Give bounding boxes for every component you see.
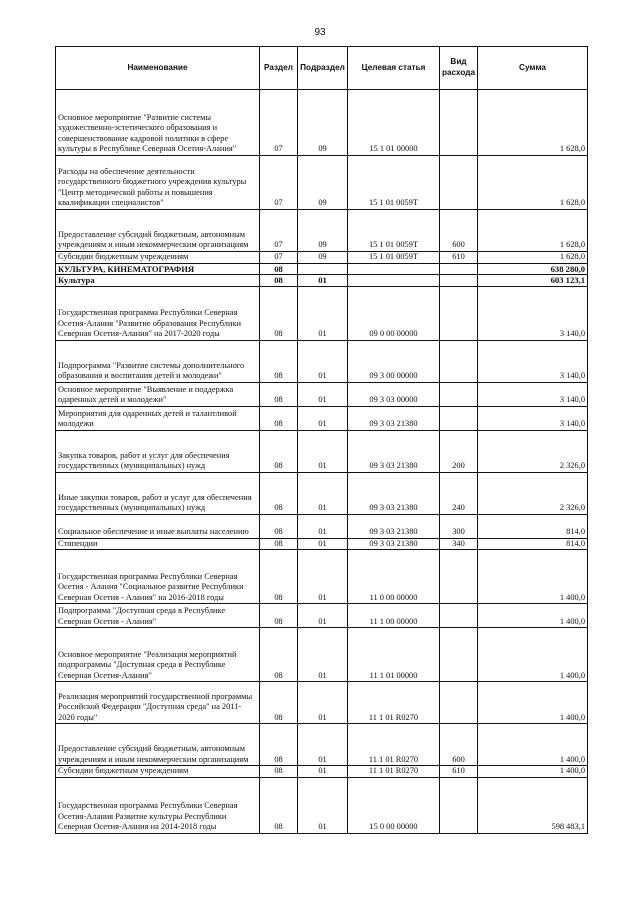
row-razdel: 08 — [260, 275, 298, 287]
row-target-article: 15 1 01 0059Т — [348, 210, 440, 252]
table-row — [56, 724, 588, 766]
row-expense-type — [440, 604, 478, 628]
row-razdel: 08 — [260, 472, 298, 514]
table-row — [56, 90, 588, 156]
row-name: Подпрограмма "Доступная среда в Республике Северная Осетия - Алания" — [56, 604, 260, 628]
table-row — [56, 430, 588, 472]
row-razdel: 08 — [260, 682, 298, 724]
row-name: Иные закупки товаров, работ и услуг для обеспечения государственных (муниципальных) нужд — [56, 472, 260, 514]
row-podrazdel: 09 — [298, 252, 348, 264]
row-podrazdel: 01 — [298, 682, 348, 724]
row-target-article: 11 1 00 00000 — [348, 604, 440, 628]
table-header-row — [56, 47, 588, 90]
row-sum: 1 628,0 — [478, 90, 588, 156]
row-sum: 1 400,0 — [478, 604, 588, 628]
row-target-article: 15 0 00 00000 — [348, 777, 440, 833]
header-razdel: Раздел — [260, 47, 298, 90]
row-name: Субсидии бюджетным учреждениям — [56, 766, 260, 778]
row-target-article: 11 1 01 00000 — [348, 628, 440, 682]
row-sum: 1 400,0 — [478, 682, 588, 724]
table-row — [56, 340, 588, 382]
row-razdel: 08 — [260, 430, 298, 472]
row-podrazdel: 01 — [298, 550, 348, 604]
row-podrazdel: 01 — [298, 406, 348, 430]
row-expense-type — [440, 263, 478, 275]
row-podrazdel: 01 — [298, 724, 348, 766]
row-razdel: 08 — [260, 263, 298, 275]
table-row — [56, 286, 588, 340]
table-row — [56, 628, 588, 682]
row-name: Закупка товаров, работ и услуг для обеспечения государственных (муниципальных) нужд — [56, 430, 260, 472]
row-name: Реализация мероприятий государственной программы Российской Федерации "Доступная среда" на 2011-2020 годы" — [56, 682, 260, 724]
row-expense-type — [440, 340, 478, 382]
row-expense-type: 600 — [440, 724, 478, 766]
row-sum: 2 326,0 — [478, 430, 588, 472]
table-row — [56, 538, 588, 550]
table-row — [56, 604, 588, 628]
page-number: 93 — [314, 27, 326, 38]
row-expense-type — [440, 682, 478, 724]
row-razdel: 08 — [260, 514, 298, 538]
row-name: Подпрограмма "Развитие системы дополнительного образования и воспитания детей и молодежи" — [56, 340, 260, 382]
row-target-article — [348, 263, 440, 275]
row-expense-type — [440, 275, 478, 287]
row-expense-type — [440, 156, 478, 210]
row-name: КУЛЬТУРА, КИНЕМАТОГРАФИЯ — [56, 263, 260, 275]
row-sum: 1 628,0 — [478, 156, 588, 210]
row-name: Мероприятия для одаренных детей и талантливой молодежи — [56, 406, 260, 430]
row-name: Расходы на обеспечение деятельности государственного бюджетного учреждения культуры "Центр методической работы и повышения квалификации специалистов" — [56, 156, 260, 210]
row-podrazdel: 01 — [298, 604, 348, 628]
row-expense-type: 300 — [440, 514, 478, 538]
row-name: Социальное обеспечение и иные выплаты населению — [56, 514, 260, 538]
row-podrazdel: 01 — [298, 514, 348, 538]
row-podrazdel: 01 — [298, 286, 348, 340]
header-podrazdel: Подраздел — [298, 47, 348, 90]
row-razdel: 08 — [260, 777, 298, 833]
row-sum: 3 140,0 — [478, 340, 588, 382]
row-expense-type: 340 — [440, 538, 478, 550]
table-row — [56, 263, 588, 275]
row-expense-type — [440, 286, 478, 340]
row-sum: 814,0 — [478, 538, 588, 550]
row-expense-type — [440, 550, 478, 604]
row-podrazdel: 09 — [298, 210, 348, 252]
row-name: Основное мероприятие "Развитие системы художественно-эстетического образования и совершенствование кадровой политики в сфере культуры в Республике Северная Осетия-Алания" — [56, 90, 260, 156]
row-sum: 598 483,1 — [478, 777, 588, 833]
table-row — [56, 210, 588, 252]
row-sum: 1 400,0 — [478, 550, 588, 604]
budget-table — [55, 46, 588, 834]
row-target-article: 15 1 01 0059Т — [348, 252, 440, 264]
row-target-article: 15 1 01 0059Т — [348, 156, 440, 210]
row-razdel: 08 — [260, 628, 298, 682]
table-row — [56, 275, 588, 287]
row-name: Государственная программа Республики Северная Осетия-Алания Развитие культуры Республики Северная Осетия-Алания на 2014-2018 годы — [56, 777, 260, 833]
row-expense-type — [440, 406, 478, 430]
row-name: Государственная программа Республики Северная Осетия-Алания "Развитие образования Республики Северная Осетия-Алания" на 2017-2020 годы — [56, 286, 260, 340]
row-razdel: 07 — [260, 252, 298, 264]
row-razdel: 08 — [260, 382, 298, 406]
table-row — [56, 406, 588, 430]
row-sum: 1 400,0 — [478, 628, 588, 682]
row-target-article: 09 3 03 21380 — [348, 430, 440, 472]
row-podrazdel: 01 — [298, 275, 348, 287]
table-row — [56, 472, 588, 514]
row-target-article: 09 3 03 21380 — [348, 538, 440, 550]
row-sum: 3 140,0 — [478, 286, 588, 340]
row-razdel: 08 — [260, 724, 298, 766]
header-sum: Сумма — [478, 47, 588, 90]
row-name: Стипендии — [56, 538, 260, 550]
table-row — [56, 550, 588, 604]
row-podrazdel — [298, 263, 348, 275]
row-podrazdel: 01 — [298, 766, 348, 778]
table-row — [56, 252, 588, 264]
header-target-article: Целевая статья — [348, 47, 440, 90]
table-row — [56, 766, 588, 778]
row-name: Предоставление субсидий бюджетным, автономным учреждениям и иным некоммерческим организациям — [56, 210, 260, 252]
row-expense-type — [440, 628, 478, 682]
table-row — [56, 156, 588, 210]
row-name: Субсидии бюджетным учреждениям — [56, 252, 260, 264]
row-sum: 814,0 — [478, 514, 588, 538]
row-razdel: 08 — [260, 340, 298, 382]
row-target-article: 11 1 01 R0270 — [348, 724, 440, 766]
row-name: Культура — [56, 275, 260, 287]
table-row — [56, 777, 588, 833]
row-target-article: 15 1 01 00000 — [348, 90, 440, 156]
row-target-article: 09 0 00 00000 — [348, 286, 440, 340]
row-razdel: 08 — [260, 406, 298, 430]
row-razdel: 07 — [260, 156, 298, 210]
row-expense-type: 610 — [440, 766, 478, 778]
row-razdel: 08 — [260, 604, 298, 628]
table-row — [56, 514, 588, 538]
row-sum: 603 123,1 — [478, 275, 588, 287]
row-sum: 3 140,0 — [478, 406, 588, 430]
row-target-article — [348, 275, 440, 287]
row-name: Предоставление субсидий бюджетным, автономным учреждениям и иным некоммерческим организациям — [56, 724, 260, 766]
row-expense-type — [440, 90, 478, 156]
row-target-article: 09 3 03 21380 — [348, 406, 440, 430]
row-expense-type — [440, 777, 478, 833]
row-expense-type: 240 — [440, 472, 478, 514]
row-sum: 1 400,0 — [478, 766, 588, 778]
row-razdel: 08 — [260, 550, 298, 604]
row-target-article: 11 0 00 00000 — [348, 550, 440, 604]
row-target-article: 09 3 03 21380 — [348, 514, 440, 538]
row-razdel: 08 — [260, 766, 298, 778]
row-sum: 3 140,0 — [478, 382, 588, 406]
row-name: Основное мероприятие "Реализация мероприятий подпрограммы "Доступная среда в Республике Северная Осетия-Алания" — [56, 628, 260, 682]
row-target-article: 11 1 01 R0270 — [348, 682, 440, 724]
row-podrazdel: 01 — [298, 382, 348, 406]
row-razdel: 08 — [260, 286, 298, 340]
row-sum: 1 628,0 — [478, 252, 588, 264]
row-target-article: 11 1 01 R0270 — [348, 766, 440, 778]
row-podrazdel: 01 — [298, 340, 348, 382]
row-razdel: 07 — [260, 90, 298, 156]
table-row — [56, 682, 588, 724]
row-expense-type: 610 — [440, 252, 478, 264]
row-expense-type: 600 — [440, 210, 478, 252]
row-target-article: 09 3 03 00000 — [348, 382, 440, 406]
row-podrazdel: 01 — [298, 777, 348, 833]
header-expense-type: Вид расхода — [440, 47, 478, 90]
row-podrazdel: 01 — [298, 472, 348, 514]
row-expense-type: 200 — [440, 430, 478, 472]
row-razdel: 08 — [260, 538, 298, 550]
row-razdel: 07 — [260, 210, 298, 252]
row-target-article: 09 3 00 00000 — [348, 340, 440, 382]
table-row — [56, 382, 588, 406]
row-sum: 1 400,0 — [478, 724, 588, 766]
row-podrazdel: 01 — [298, 430, 348, 472]
row-podrazdel: 09 — [298, 156, 348, 210]
row-sum: 2 326,0 — [478, 472, 588, 514]
row-target-article: 09 3 03 21380 — [348, 472, 440, 514]
header-name: Наименование — [56, 47, 260, 90]
row-expense-type — [440, 382, 478, 406]
row-name: Основное мероприятие "Выявление и поддержка одаренных детей и молодежи" — [56, 382, 260, 406]
row-sum: 1 628,0 — [478, 210, 588, 252]
row-podrazdel: 01 — [298, 628, 348, 682]
row-podrazdel: 01 — [298, 538, 348, 550]
row-name: Государственная программа Республики Северная Осетия - Алания "Социальное развитие Республики Северная Осетия - Алания" на 2016-2018 годы — [56, 550, 260, 604]
row-podrazdel: 09 — [298, 90, 348, 156]
row-sum: 638 280,0 — [478, 263, 588, 275]
